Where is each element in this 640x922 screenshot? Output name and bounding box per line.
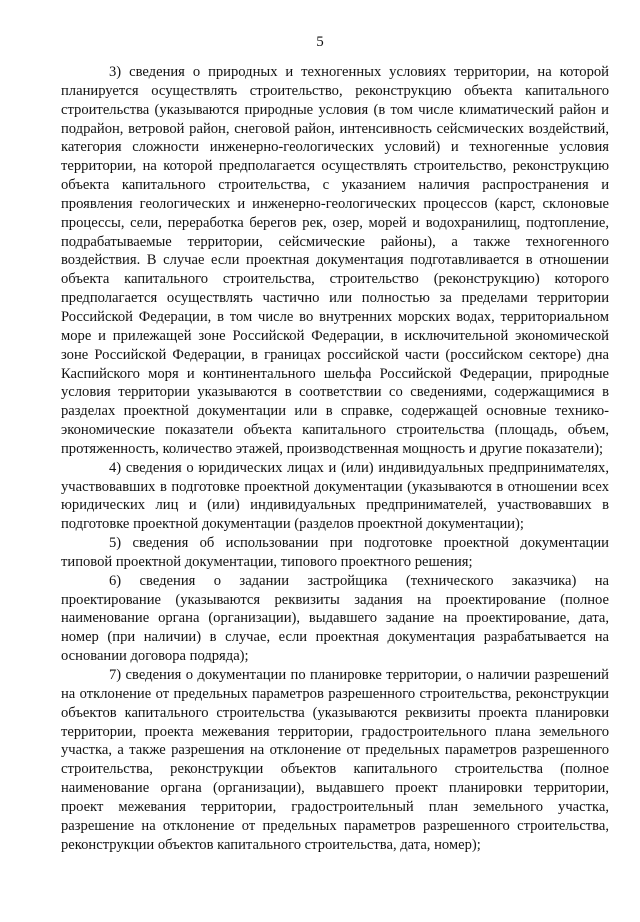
- paragraph-item-4: 4) сведения о юридических лицах и (или) индивидуальных предпринимателях, участвовавших в подготовке проектной документации (указываются в отношении всех юридических лиц и (или) индивидуальных предпринимателей, участвовавших в подготовке проектной документации (разделов проектной документации);: [61, 459, 609, 533]
- paragraph-item-7: 7) сведения о документации по планировке территории, о наличии разрешений на отклонение от предельных параметров разрешенного строительства, реконструкции объектов капитального строительства (указываются реквизиты проекта планировки территории, проекта межевания территории, градостроительного плана земельного участка, а также разрешения на отклонение от предельных параметров разрешенного строительства, реконструкции объектов капитального строительства (полное наименование органа (организации), выдавшего проект планировки территории, проект межевания территории, градостроительный план земельного участка, разрешение на отклонение от предельных параметров разрешенного строительства, реконструкции объектов капитального строительства, дата, номер);: [61, 667, 609, 853]
- page-number: 5: [316, 34, 324, 50]
- paragraph-item-6: 6) сведения о задании застройщика (технического заказчика) на проектирование (указываются реквизиты задания на проектирование (полное наименование органа (организации), выдавшего задание на проектирование, дата, номер (при наличии) в случае, если проектная документация разрабатывается на основании договора подряда);: [61, 572, 609, 665]
- document-body: [61, 63, 609, 854]
- paragraph-item-3: 3) сведения о природных и техногенных условиях территории, на которой планируется осуществлять строительство, реконструкцию объекта капитального строительства (указываются природные условия (в том числе климатический район и подрайон, ветровой район, снеговой район, интенсивность сейсмических воздействий, категория сложности инженерно-геологических условий) и техногенные условия территории, на которой предполагается осуществлять строительство, реконструкцию объекта капитального строительства, с указанием наличия распространения и проявления геологических и инженерно-геологических процессов (карст, склоновые процессы, сели, переработка берегов рек, озер, морей и водохранилищ, подтопление, подрабатываемые территории, сейсмические районы), а также техногенного воздействия. В случае если проектная документация подготавливается в отношении объекта капитального строительства, строительство (реконструкцию) которого предполагается осуществлять частично или полностью за пределами территории Российской Федерации, в том числе во внутренних морских водах, территориальном море и прилежащей зоне Российской Федерации, в исключительной экономической зоне Российской Федерации, в границах российской части (российском секторе) дна Каспийского моря и континентального шельфа Российской Федерации, природные условия территории указываются в соответствии со сведениями, содержащимися в разделах проектной документации или в справке, содержащей основные технико-экономические показатели объекта капитального строительства (площадь, объем, протяженность, количество этажей, производственная мощность и другие показатели);: [61, 64, 609, 457]
- paragraph-item-5: 5) сведения об использовании при подготовке проектной документации типовой проектной документации, типового проектного решения;: [61, 535, 609, 570]
